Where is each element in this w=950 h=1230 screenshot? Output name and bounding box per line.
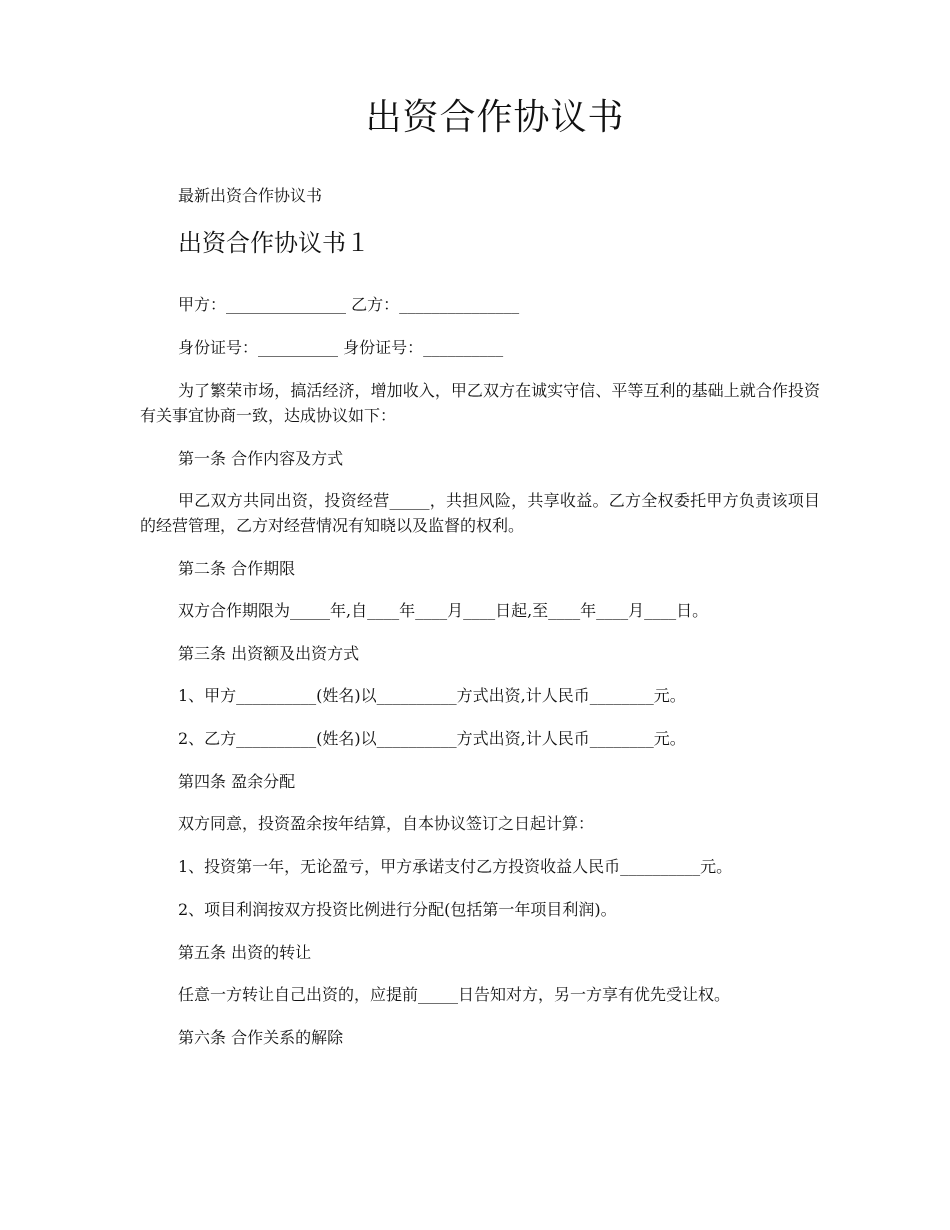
document-title: 出资合作协议书 bbox=[365, 97, 625, 138]
article-5-paragraph: 任意一方转让自己出资的，应提前_____日告知对方，另一方享有优先受让权。 bbox=[178, 985, 731, 1004]
article-4-item-1: 1、投资第一年，无论盈亏，甲方承诺支付乙方投资收益人民币__________元。 bbox=[178, 857, 733, 876]
article-4-paragraph: 双方同意，投资盈余按年结算，自本协议签订之日起计算： bbox=[178, 814, 595, 833]
article-6-heading: 第六条 合作关系的解除 bbox=[178, 1028, 344, 1047]
section-title: 出资合作协议书１ bbox=[178, 229, 370, 257]
parties-line: 甲方：_______________ 乙方：_______________ bbox=[178, 295, 520, 314]
article-3-item-2: 2、乙方__________(姓名)以__________方式出资,计人民币________元。 bbox=[178, 729, 686, 748]
article-5-heading: 第五条 出资的转让 bbox=[178, 943, 312, 962]
article-4-item-2: 2、项目利润按双方投资比例进行分配(包括第一年项目利润)。 bbox=[178, 900, 617, 919]
article-4-heading: 第四条 盈余分配 bbox=[178, 772, 296, 791]
id-numbers-line: 身份证号：__________ 身份证号：__________ bbox=[178, 338, 504, 357]
article-3-heading: 第三条 出资额及出资方式 bbox=[178, 644, 360, 663]
article-1-heading: 第一条 合作内容及方式 bbox=[178, 449, 344, 468]
article-3-item-1: 1、甲方__________(姓名)以__________方式出资,计人民币________元。 bbox=[178, 686, 686, 705]
document-subtitle: 最新出资合作协议书 bbox=[178, 186, 323, 205]
article-2-heading: 第二条 合作期限 bbox=[178, 559, 296, 578]
preamble-paragraph: 为了繁荣市场，搞活经济，增加收入，甲乙双方在诚实守信、平等互利的基础上就合作投资有关事宜协商一致，达成协议如下： bbox=[140, 381, 820, 425]
article-1-paragraph: 甲乙双方共同出资，投资经营_____，共担风险，共享收益。乙方全权委托甲方负责该项目的经营管理，乙方对经营情况有知晓以及监督的权利。 bbox=[140, 491, 820, 535]
document-body bbox=[140, 292, 820, 1067]
article-2-paragraph: 双方合作期限为_____年,自____年____月____日起,至____年____月____日。 bbox=[178, 601, 709, 620]
